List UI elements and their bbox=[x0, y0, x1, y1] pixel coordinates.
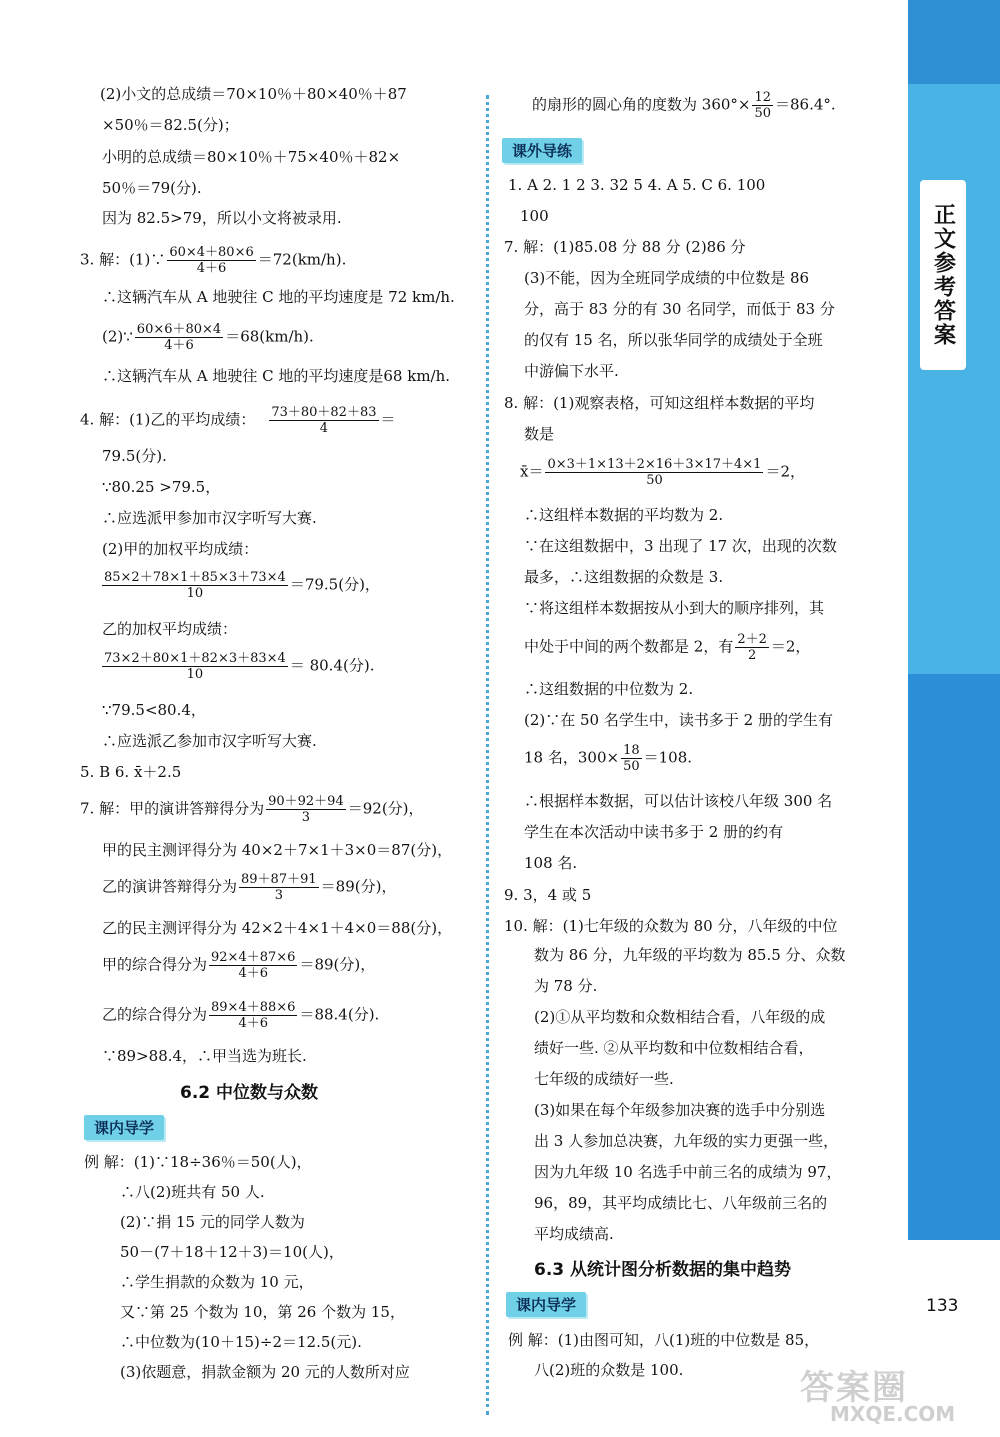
numerator: 73×2＋80×1＋82×3＋83×4 bbox=[104, 651, 286, 666]
text-line: 又∵第 25 个数为 10，第 26 个数为 15， bbox=[120, 1303, 405, 1321]
text-run: 乙的综合得分为 bbox=[102, 1005, 208, 1024]
fraction bbox=[102, 570, 288, 601]
formula-line bbox=[102, 872, 396, 903]
numerator: 92×4＋87×6 bbox=[211, 950, 296, 965]
text-line: 甲的民主测评得分为 40×2＋7×1＋3×0＝87(分)， bbox=[102, 841, 453, 859]
sidebar-bottom-band bbox=[908, 674, 1000, 1240]
text-run: 乙的演讲答辩得分为 bbox=[102, 877, 238, 896]
fraction bbox=[209, 950, 297, 981]
text-line: 1. A 2. 1 2 3. 32 5 4. A 5. C 6. 100 bbox=[508, 176, 766, 194]
denominator: 2 bbox=[747, 648, 757, 663]
text-line: 乙的加权平均成绩： bbox=[102, 620, 238, 638]
text-line: 7. 解：(1)85.08 分 88 分 (2)86 分 bbox=[504, 238, 746, 256]
fraction bbox=[621, 743, 642, 774]
text-line: (3)不能，因为全班同学成绩的中位数是 86 bbox=[524, 269, 810, 287]
text-line: ∴学生捐款的众数为 10 元， bbox=[120, 1273, 314, 1291]
text-line: 50－(7＋18＋12＋3)＝10(人)， bbox=[120, 1243, 344, 1261]
text-line: 例 解：(1)由图可知，八(1)班的中位数是 85， bbox=[508, 1331, 820, 1349]
section-title-6-3: 6.3 从统计图分析数据的集中趋势 bbox=[534, 1260, 792, 1280]
denominator: 3 bbox=[274, 888, 283, 903]
fraction bbox=[752, 90, 773, 121]
sidebar-middle-band bbox=[908, 84, 1000, 674]
sidebar-top-band bbox=[908, 0, 1000, 84]
numerator: 60×6＋80×4 bbox=[136, 322, 222, 337]
text-line: 10. 解：(1)七年级的众数为 80 分，八年级的中位 bbox=[504, 917, 838, 935]
text-line: 中游偏下水平. bbox=[524, 362, 619, 380]
formula-line bbox=[102, 1000, 379, 1031]
formula-line bbox=[102, 950, 375, 981]
text-line: 八(2)班的众数是 100. bbox=[534, 1361, 684, 1379]
text-line: (2)小文的总成绩＝70×10％＋80×40％＋87 bbox=[100, 85, 407, 103]
watermark-site: MXQE.COM bbox=[830, 1402, 956, 1426]
text-line: 数是 bbox=[524, 425, 555, 443]
text-run: ＝2， bbox=[770, 637, 811, 656]
text-run: 4. 解：(1)乙的平均成绩： bbox=[80, 410, 256, 429]
text-run: 中处于中间的两个数都是 2，有 bbox=[524, 637, 734, 656]
denominator: 4＋6 bbox=[238, 966, 268, 981]
text-run: ＝108. bbox=[643, 748, 693, 767]
fraction bbox=[167, 245, 255, 276]
text-line: 8. 解：(1)观察表格，可知这组样本数据的平均 bbox=[504, 394, 815, 412]
fraction bbox=[209, 1000, 297, 1031]
denominator: 50 bbox=[754, 106, 772, 121]
text-line: ∵在这组数据中，3 出现了 17 次，出现的次数 bbox=[524, 537, 837, 555]
text-line: 50％＝79(分). bbox=[102, 179, 202, 197]
text-run: 7. 解：甲的演讲答辩得分为 bbox=[80, 799, 265, 818]
numerator: 85×2＋78×1＋85×3＋73×4 bbox=[104, 570, 286, 585]
text-run: (2)∵ bbox=[102, 327, 133, 346]
denominator: 4＋6 bbox=[196, 261, 227, 276]
text-run: ＝79.5(分)， bbox=[289, 575, 380, 594]
text-run: ＝2， bbox=[765, 462, 806, 481]
text-run: ＝89(分)， bbox=[320, 877, 397, 896]
numerator: 90＋92＋94 bbox=[268, 794, 344, 809]
fraction bbox=[102, 651, 288, 682]
text-line: 最多，∴这组数据的众数是 3. bbox=[524, 568, 724, 586]
text-line: 9. 3，4 或 5 bbox=[504, 886, 592, 904]
text-line: 79.5(分). bbox=[102, 447, 167, 465]
fraction bbox=[545, 457, 763, 488]
text-line: 例 解：(1)∵18÷36％＝50(人)， bbox=[84, 1153, 312, 1171]
text-line: 七年级的成绩好一些. bbox=[534, 1070, 674, 1088]
denominator: 10 bbox=[186, 586, 204, 601]
text-run: ＝86.4°. bbox=[775, 95, 836, 114]
text-line: (3)依题意，捐款金额为 20 元的人数所对应 bbox=[120, 1363, 410, 1381]
denominator: 10 bbox=[186, 667, 204, 682]
text-run: ＝68(km/h). bbox=[225, 327, 314, 346]
numerator: 0×3＋1×13＋2×16＋3×17＋4×1 bbox=[547, 457, 762, 472]
text-line: ×50％＝82.5(分)； bbox=[102, 116, 239, 134]
formula-line bbox=[524, 632, 810, 663]
text-line: 小明的总成绩＝80×10％＋75×40％＋82× bbox=[102, 148, 401, 166]
text-line: 因为 82.5>79，所以小文将被录用. bbox=[102, 209, 342, 227]
formula-line bbox=[524, 743, 692, 774]
denominator: 4 bbox=[319, 421, 329, 436]
text-line: (2)甲的加权平均成绩： bbox=[102, 540, 259, 558]
text-line: ∴这组数据的中位数为 2. bbox=[524, 680, 694, 698]
sidebar bbox=[908, 0, 1000, 1240]
numerator: 73＋80＋82＋83 bbox=[271, 405, 377, 420]
text-line: ∴应选派乙参加市汉字听写大赛. bbox=[102, 732, 317, 750]
numerator: 2＋2 bbox=[737, 632, 767, 647]
text-run: ＝ 80.4(分). bbox=[289, 656, 375, 675]
formula-line bbox=[100, 570, 380, 601]
fraction bbox=[735, 632, 769, 663]
text-line: 108 名. bbox=[524, 854, 578, 872]
formula-line bbox=[102, 322, 314, 353]
formula-line bbox=[520, 457, 805, 488]
formula-line bbox=[80, 245, 346, 276]
text-run: 甲的综合得分为 bbox=[102, 955, 208, 974]
tag-in-class: 课内导学 bbox=[506, 1292, 586, 1317]
fraction bbox=[239, 872, 319, 903]
text-line: ∴这辆汽车从 A 地驶往 C 地的平均速度是 72 km/h. bbox=[102, 288, 455, 306]
text-run: ＝88.4(分). bbox=[299, 1005, 380, 1024]
denominator: 50 bbox=[646, 473, 663, 488]
text-line: 因为九年级 10 名选手中前三名的成绩为 97， bbox=[534, 1163, 842, 1181]
text-line: 乙的民主测评得分为 42×2＋4×1＋4×0＝88(分)， bbox=[102, 919, 453, 937]
text-line: 为 78 分. bbox=[534, 977, 598, 995]
text-run: ＝ bbox=[380, 410, 396, 429]
numerator: 60×4＋80×6 bbox=[169, 245, 254, 260]
text-line: 96，89，其平均成绩比七、八年级前三名的 bbox=[534, 1194, 828, 1212]
denominator: 4＋6 bbox=[164, 338, 194, 353]
text-line: ∴这组样本数据的平均数为 2. bbox=[524, 506, 724, 524]
numerator: 89×4＋88×6 bbox=[211, 1000, 296, 1015]
text-line: 分，高于 83 分的有 30 名同学，而低于 83 分 bbox=[524, 300, 835, 318]
fraction bbox=[135, 322, 223, 353]
text-run: ＝72(km/h). bbox=[257, 250, 347, 269]
formula-line bbox=[532, 90, 836, 121]
watermark-logo: 答案圈 bbox=[800, 1368, 908, 1408]
text-run: x̄＝ bbox=[520, 462, 544, 481]
formula-line bbox=[80, 405, 396, 436]
text-line: 学生在本次活动中读书多于 2 册的约有 bbox=[524, 823, 784, 841]
text-line: (2)∵在 50 名学生中，读书多于 2 册的学生有 bbox=[524, 711, 833, 729]
denominator: 4＋6 bbox=[238, 1016, 268, 1031]
text-line: ∴八(2)班共有 50 人. bbox=[120, 1183, 265, 1201]
text-line: ∴这辆汽车从 A 地驶往 C 地的平均速度是68 km/h. bbox=[102, 367, 451, 385]
text-line: ∴根据样本数据，可以估计该校八年级 300 名 bbox=[524, 792, 833, 810]
text-run: 的扇形的圆心角的度数为 360°× bbox=[532, 95, 751, 114]
page-number: 133 bbox=[926, 1296, 959, 1316]
text-line: ∴中位数为(10＋15)÷2＝12.5(元). bbox=[120, 1333, 362, 1351]
text-line: (2)①从平均数和众数相结合看，八年级的成 bbox=[534, 1008, 826, 1026]
text-line: ∴应选派甲参加市汉字听写大赛. bbox=[102, 509, 317, 527]
text-line: 数为 86 分，九年级的平均数为 85.5 分、众数 bbox=[534, 946, 846, 964]
section-title-6-2: 6.2 中位数与众数 bbox=[180, 1083, 319, 1103]
fraction bbox=[269, 405, 378, 436]
tag-after-class: 课外导练 bbox=[502, 138, 582, 163]
numerator: 89＋87＋91 bbox=[241, 872, 317, 887]
numerator: 18 bbox=[623, 743, 640, 758]
text-run: ＝89(分)， bbox=[299, 955, 376, 974]
formula-line bbox=[100, 651, 374, 682]
text-line: ∵将这组样本数据按从小到大的顺序排列，其 bbox=[524, 599, 825, 617]
text-line: ∵80.25 >79.5， bbox=[102, 478, 221, 496]
tag-in-class: 课内导学 bbox=[84, 1115, 164, 1140]
column-divider bbox=[486, 95, 489, 1415]
text-line: (3)如果在每个年级参加决赛的选手中分别选 bbox=[534, 1101, 826, 1119]
text-line: 100 bbox=[520, 207, 549, 225]
text-line: 绩好一些. ②从平均数和中位数相结合看， bbox=[534, 1039, 814, 1057]
text-line: (2)∵捐 15 元的同学人数为 bbox=[120, 1213, 305, 1231]
denominator: 50 bbox=[623, 759, 640, 774]
text-run: 18 名，300× bbox=[524, 748, 620, 767]
text-line: ∵89>88.4，∴甲当选为班长. bbox=[102, 1047, 307, 1065]
text-line: 出 3 人参加总决赛，九年级的实力更强一些， bbox=[534, 1132, 839, 1150]
sidebar-title: 正文参考答案 bbox=[920, 180, 966, 370]
numerator: 12 bbox=[754, 90, 772, 105]
text-line: 的仅有 15 名，所以张华同学的成绩处于全班 bbox=[524, 331, 823, 349]
denominator: 3 bbox=[301, 810, 311, 825]
text-run: 3. 解：(1)∵ bbox=[80, 250, 166, 269]
fraction bbox=[266, 794, 346, 825]
formula-line bbox=[80, 794, 424, 825]
text-line: 5. B 6. x̄＋2.5 bbox=[80, 763, 182, 781]
text-line: 平均成绩高. bbox=[534, 1225, 614, 1243]
text-line: ∵79.5<80.4， bbox=[102, 701, 206, 719]
text-run: ＝92(分)， bbox=[347, 799, 424, 818]
